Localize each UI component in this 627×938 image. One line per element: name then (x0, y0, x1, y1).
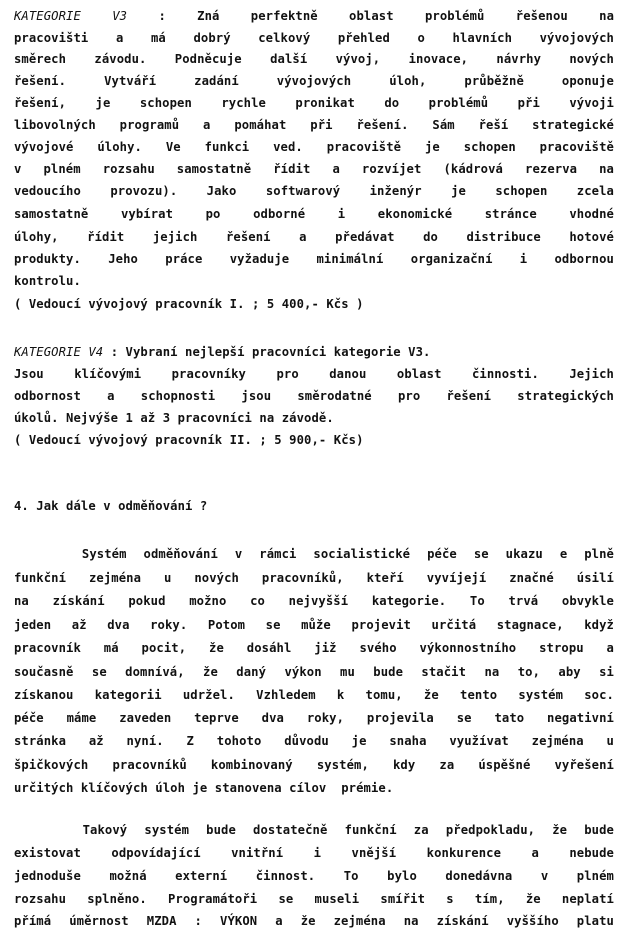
v3-line-1: KATEGORIE V3 : Zná perfektně oblast problémů řešenou na (14, 9, 615, 23)
p1-line-4: jeden až dva roky. Potom se může projevit určitá stagnace, když (14, 618, 614, 632)
v3-line-3: směrech závodu. Podněcuje další vývoj, inovace, návrhy nových (14, 52, 614, 66)
section-4-heading: 4. Jak dále v odměňování ? (14, 499, 208, 513)
p1-line-9: stránka až nyní. Z tohoto důvodu je snaha využívat zejména u (14, 734, 614, 748)
p1-line-3: na získání pokud možno co nejvyšší kategorie. To trvá obvykle (14, 594, 614, 608)
v4-line-4: úkolů. Nejvýše 1 až 3 pracovníci na závodě. (14, 411, 334, 425)
v3-line-9: vedoucího provozu). Jako softwarový inženýr je schopen zcela (14, 184, 614, 198)
v3-category-label: KATEGORIE V3 (14, 9, 128, 23)
v3-line-13: kontrolu. (14, 274, 81, 288)
p1-line-1: Systém odměňování v rámci socialistické péče se ukazu e plně (14, 547, 614, 561)
v3-salary-line: ( Vedoucí vývojový pracovník I. ; 5 400,- Kčs ) (14, 297, 364, 311)
v3-line-6: libovolných programů a pomáhat při řešení. Sám řeší strategické (14, 118, 614, 132)
v4-line-2: Jsou klíčovými pracovníky pro danou oblast činnosti. Jejich (14, 367, 614, 381)
p1-line-2: funkční zejména u nových pracovníků, kteří vyvíjejí značné úsilí (14, 571, 614, 585)
v3-line-11: úlohy, řídit jejich řešení a předávat do distribuce hotové (14, 230, 614, 244)
p1-line-5: pracovník má pocit, že dosáhl již svého výkonnostního stropu a (14, 641, 614, 655)
v3-line-10: samostatně vybírat po odborné i ekonomické stránce vhodné (14, 207, 614, 221)
v3-line-8: v plném rozsahu samostatně řídit a rozvíjet (kádrová rezerva na (14, 162, 614, 176)
v3-line-4: řešení. Vytváří zadání vývojových úloh, průběžně oponuje (14, 74, 614, 88)
v4-line-3: odbornost a schopnosti jsou směrodatné pro řešení strategických (14, 389, 614, 403)
p1-line-11: určitých klíčových úloh je stanovena cílov prémie. (14, 781, 394, 795)
v4-salary-line: ( Vedoucí vývojový pracovník II. ; 5 900,- Kčs) (14, 433, 364, 447)
p1-line-10: špičkových pracovníků kombinovaný systém, kdy za úspěšné vyřešení (14, 758, 614, 772)
v3-line-7: vývojové úlohy. Ve funkci ved. pracoviště je schopen pracoviště (14, 140, 614, 154)
p2-line-3: jednoduše možná externí činnost. To bylo donedávna v plném (14, 869, 614, 883)
p2-line-2: existovat odpovídající vnitřní i vnější konkurence a nebude (14, 846, 614, 860)
p1-line-7: získanou kategorii udržel. Vzhledem k tomu, že tento systém soc. (14, 688, 614, 702)
v3-line-5: řešení, je schopen rychle pronikat do problémů při vývoji (14, 96, 614, 110)
p1-line-8: péče máme zaveden teprve dva roky, projevila se tato negativní (14, 711, 614, 725)
v4-category-label: KATEGORIE V4 (14, 345, 104, 359)
v3-line-2: pracovišti a má dobrý celkový přehled o hlavních vývojových (14, 31, 614, 45)
p2-line-1: Takový systém bude dostatečně funkční za předpokladu, že bude (14, 823, 614, 837)
v3-line-12: produkty. Jeho práce vyžaduje minimální organizační i odbornou (14, 252, 614, 266)
v4-line-1: KATEGORIE V4 : Vybraní nejlepší pracovníci kategorie V3. (14, 345, 431, 359)
p2-line-4: rozsahu splněno. Programátoři se museli smířit s tím, že neplatí (14, 892, 614, 906)
p1-line-6: současně se domnívá, že daný výkon mu bude stačit na to, aby si (14, 665, 614, 679)
p2-line-5: přímá úměrnost MZDA : VÝKON a že zejména na získání vyššího platu (14, 914, 614, 928)
